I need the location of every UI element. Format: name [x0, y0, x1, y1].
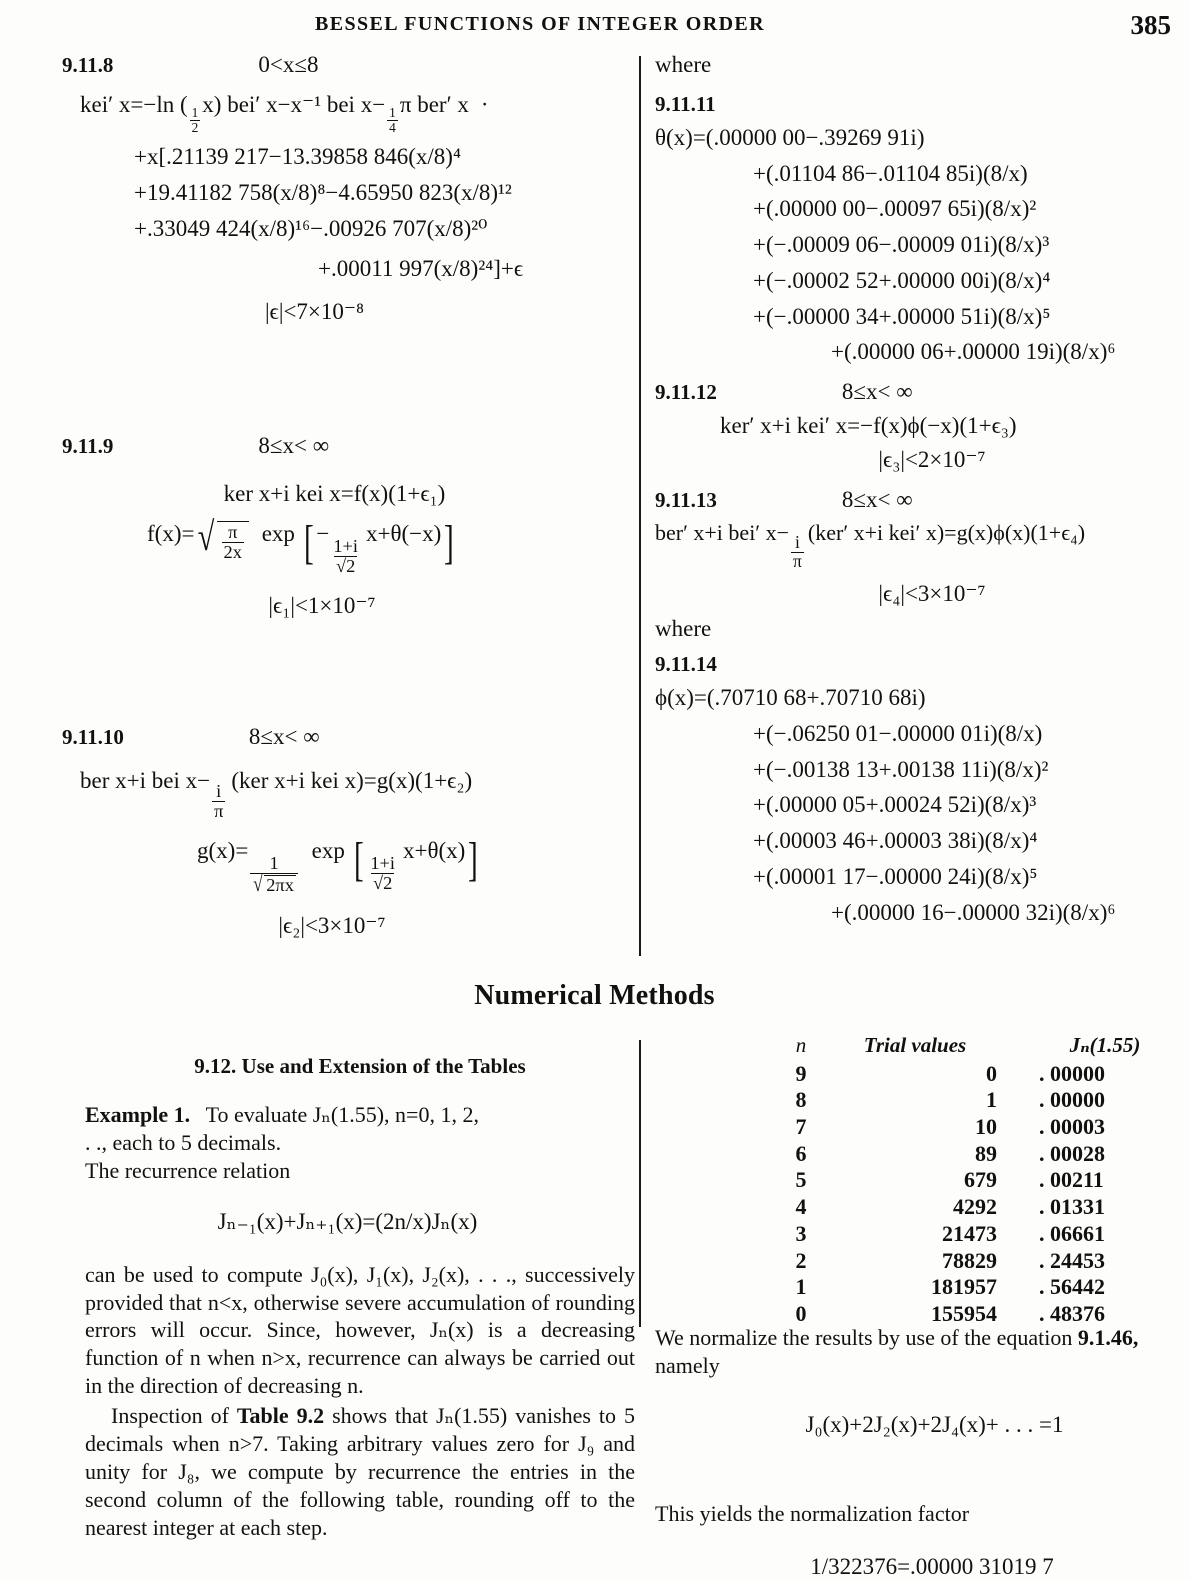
fraction-one-half: $\frac{1}{2}$: [191, 105, 199, 135]
left-column-top: [62, 52, 627, 938]
equation-number-9-11-8: 9.11.8: [62, 53, 114, 77]
cell-jn-value: . 01331: [1039, 1194, 1105, 1220]
cell-trial-value: 679: [964, 1167, 997, 1193]
equation-9-11-9-f: f(x)= √ $\frac{\pi}{2x}$ exp [ − $\frac{1+i}{√2}$ x+θ(−x)]: [147, 514, 455, 576]
cell-jn-value: . 00000: [1039, 1087, 1105, 1113]
cell-trial-value: 89: [975, 1140, 997, 1166]
section-title-numerical-methods: Numerical Methods: [474, 980, 715, 1011]
equation-9-11-8-line1: kei′ x=−ln ( $\frac{1}{2}$ x) bei′ x−x⁻¹ bei x− $\frac{1}{4}$ π ber′ x ·: [80, 92, 489, 135]
equation-number-9-11-10: 9.11.10: [62, 725, 124, 750]
equation-9-11-12-main: ker′ x+i kei′ x=−f(x)ϕ(−x)(1+ϵ₃): [720, 413, 1017, 438]
equation-9-11-11-line0: θ(x)=(.00000 00−.39269 91i): [655, 124, 925, 150]
formula-block-9-11-10: [62, 724, 627, 938]
eq-91113-b: (ker′ x+i kei′ x)=g(x)ϕ(x)(1+ϵ₄): [807, 519, 1086, 545]
column-header-jn: Jₙ(1.55): [1069, 1033, 1141, 1057]
column-header-n: n: [795, 1032, 807, 1057]
range-9-11-9: 8≤x< ∞: [258, 433, 330, 459]
bracket-close-9119: ]: [444, 516, 455, 569]
example-text: To evaluate Jₙ(1.55), n=0, 1, 2,: [205, 1102, 479, 1127]
range-9-11-10: 8≤x< ∞: [248, 724, 320, 750]
frac-den-pi-b: π: [793, 550, 802, 571]
radical-denominator: 2x: [223, 542, 242, 563]
recurrence-equation: Jₙ₋₁(x)+Jₙ₊₁(x)=(2n/x)Jₙ(x): [217, 1208, 478, 1234]
g-frac-num: 1: [269, 853, 279, 874]
bracket-tail-9119: x+θ(−x): [366, 520, 442, 546]
inspection-text-a: Inspection of: [111, 1403, 237, 1429]
subsection-heading-9-12: 9.12. Use and Extension of the Tables: [194, 1054, 526, 1078]
cell-jn-value: . 06661: [1039, 1220, 1105, 1246]
fraction-one-quarter: $\frac{1}{4}$: [389, 105, 396, 135]
right-column-bottom: [655, 1030, 1189, 1579]
frac-num-i-b: i: [795, 531, 800, 552]
equation-9-11-10-g: [197, 834, 627, 896]
inspection-text-b: shows that Jₙ(1.55) vanishes to 5 decimals when n>7. Taking arbitrary values zero for J₉ and unity for J₈, we compute by recurrence the entries in the second column of the following table, rounding off to the nearest integer at each step.: [85, 1403, 635, 1540]
where-label-2: where: [655, 616, 712, 642]
equation-number-9-11-11: 9.11.11: [655, 91, 716, 116]
range-9-11-8: 0<x≤8: [258, 52, 319, 77]
formula-block-9-11-14: [655, 652, 1189, 925]
fraction-i-pi-b: [791, 531, 804, 571]
column-divider-bottom: [639, 1040, 641, 1327]
fraction-pi-2x: [222, 523, 244, 562]
column-divider-top: [639, 56, 641, 956]
cell-n: 7: [795, 1113, 807, 1139]
equation-9-11-8-line3: +19.41182 758(x/8)⁸−4.65950 823(x/8)¹²: [134, 180, 512, 206]
where-label-1: where: [655, 52, 712, 77]
frac-den-9119: √2: [336, 555, 356, 576]
error-bound-9-11-10: |ϵ₂|<3×10⁻⁷: [278, 912, 386, 938]
cell-jn-value: . 00000: [1039, 1060, 1105, 1086]
cell-trial-value: 0: [986, 1060, 997, 1086]
cell-jn-value: . 24453: [1039, 1247, 1105, 1273]
table-reference: Table 9.2: [236, 1403, 325, 1429]
formula-block-9-11-9: [62, 433, 627, 619]
cell-n: 2: [795, 1247, 807, 1273]
g-radicand: 2πx: [266, 874, 294, 895]
bracket-open-9119: [: [303, 516, 314, 569]
range-9-11-13: 8≤x< ∞: [841, 486, 913, 512]
cell-n: 4: [795, 1194, 807, 1220]
frac-num-i: i: [216, 780, 222, 801]
column-header-trial-values: Trial values: [863, 1032, 967, 1057]
normalize-paragraph: [655, 1324, 1189, 1380]
equation-9-11-14-term-3: +(.00000 05+.00024 52i)(8/x)³: [753, 792, 1037, 818]
eq-9118-l1-b: x) bei′ x−x⁻¹ bei x−: [202, 92, 386, 117]
equation-9-11-10-main: [80, 768, 627, 820]
cell-jn-value: . 56442: [1039, 1274, 1105, 1300]
radical-numerator: π: [228, 522, 238, 543]
normalization-equation: J₀(x)+2J₂(x)+2J₄(x)+ . . . =1: [805, 1411, 1064, 1437]
recurrence-intro: The recurrence relation: [85, 1157, 291, 1183]
frac-den-91110: √2: [373, 873, 393, 894]
equation-number-9-11-14: 9.11.14: [655, 652, 717, 677]
cell-jn-value: . 48376: [1039, 1301, 1105, 1327]
exp-label-9119: exp: [261, 520, 295, 546]
page-number: 385: [1130, 10, 1171, 40]
eq-91110-a: ber x+i bei x−: [80, 768, 211, 794]
equation-9-11-14-line0: ϕ(x)=(.70710 68+.70710 68i): [655, 685, 926, 711]
right-column-top: [655, 52, 1189, 925]
equation-9-11-14-term-1: +(−.06250 01−.00000 01i)(8/x): [753, 720, 1043, 746]
eq-91113-a: ber′ x+i bei′ x−: [655, 519, 790, 545]
eq-9118-l1-a: kei′ x=−ln (: [80, 92, 188, 117]
equation-9-11-14-term-4: +(.00003 46+.00003 38i)(8/x)⁴: [753, 828, 1038, 854]
exp-label-91110: exp: [311, 838, 345, 864]
cell-n: 1: [795, 1274, 807, 1300]
fraction-1plusi-sqrt2: [331, 537, 360, 576]
equation-reference-9-1-46: 9.1.46,: [1077, 1325, 1139, 1350]
paragraph-table-inspection: [85, 1402, 635, 1542]
normalize-text-a: We normalize the results by use of the equation: [655, 1325, 1078, 1350]
formula-block-9-11-11: [655, 92, 1189, 365]
bracket-close-91110: ]: [468, 834, 479, 887]
equation-9-11-8-line4: +.33049 424(x/8)¹⁶−.00926 707(x/8)²⁰: [134, 215, 488, 241]
fraction-1-over-sqrt2pix: [250, 854, 298, 894]
equation-9-11-8-line5: +.00011 997(x/8)²⁴]+ϵ: [318, 255, 524, 281]
cell-jn-value: . 00211: [1039, 1167, 1104, 1193]
example-1-paragraph: [85, 1101, 635, 1129]
cell-n: 0: [795, 1301, 807, 1327]
equation-9-11-9-main: ker x+i kei x=f(x)(1+ϵ₁): [223, 481, 446, 507]
normalize-text-b: namely: [655, 1352, 720, 1378]
equation-9-11-11-term-3: +(−.00009 06−.00009 01i)(8/x)³: [753, 232, 1050, 257]
equation-9-11-11-term-1: +(.01104 86−.01104 85i)(8/x): [753, 160, 1028, 186]
cell-n: 6: [795, 1140, 807, 1166]
bracket-tail-91110: x+θ(x): [403, 838, 466, 864]
fraction-1plusi-sqrt2-b: [368, 854, 397, 893]
radical-2pix: √ 2πx: [253, 871, 294, 896]
frac-num-9119: 1+i: [333, 535, 359, 556]
equation-number-9-11-12: 9.11.12: [655, 380, 717, 404]
error-bound-9-11-8: |ϵ|<7×10⁻⁸: [264, 299, 365, 325]
cell-trial-value: 21473: [942, 1220, 997, 1246]
yields-text: This yields the normalization factor: [655, 1500, 970, 1526]
formula-block-9-11-13: [655, 487, 1189, 607]
cell-n: 3: [795, 1220, 807, 1246]
bracket-open-91110: [: [353, 834, 364, 887]
range-9-11-12: 8≤x< ∞: [841, 379, 913, 404]
equation-9-11-8-line2: +x[.21139 217−13.39858 846(x/8)⁴: [134, 144, 461, 170]
fraction-i-pi: [212, 782, 225, 821]
equation-9-11-14-term-5: +(.00001 17−.00000 24i)(8/x)⁵: [753, 863, 1038, 889]
equation-9-11-14-term-6: +(.00000 16−.00000 32i)(8/x)⁶: [831, 899, 1116, 925]
formula-block-9-11-8: [62, 52, 627, 325]
cell-n: 8: [795, 1087, 807, 1113]
running-head: [0, 10, 1189, 44]
example-1-continued: . ., each to 5 decimals.: [85, 1129, 282, 1155]
cell-trial-value: 155954: [931, 1301, 997, 1327]
error-bound-9-11-9: |ϵ₁|<1×10⁻⁷: [268, 593, 376, 619]
radical-pi-over-2x: √ $\frac{\pi}{2x}$: [195, 521, 248, 562]
equation-number-9-11-13: 9.11.13: [655, 487, 717, 512]
equation-9-11-11-term-6: +(.00000 06+.00000 19i)(8/x)⁶: [831, 339, 1116, 365]
cell-jn-value: . 00003: [1039, 1113, 1105, 1139]
frac-num-91110: 1+i: [370, 853, 396, 874]
cell-trial-value: 10: [975, 1113, 997, 1139]
cell-trial-value: 1: [986, 1087, 997, 1113]
cell-trial-value: 4292: [953, 1194, 997, 1220]
cell-n: 9: [795, 1060, 807, 1086]
example-label: Example 1.: [85, 1102, 191, 1127]
equation-9-11-11-term-2: +(.00000 00−.00097 65i)(8/x)²: [753, 196, 1037, 222]
equation-9-11-11-term-4: +(−.00002 52+.00000 00i)(8/x)⁴: [753, 267, 1051, 293]
eq-9118-l1-c: π ber′ x: [399, 92, 469, 117]
equation-number-9-11-9: 9.11.9: [62, 434, 114, 459]
cell-jn-value: . 00028: [1039, 1140, 1105, 1166]
error-bound-9-11-13: |ϵ₄|<3×10⁻⁷: [878, 580, 986, 606]
left-column-bottom: [85, 1030, 635, 1542]
formula-block-9-11-12: [655, 379, 1189, 473]
error-bound-9-11-12: |ϵ₃|<2×10⁻⁷: [878, 446, 986, 472]
frac-den-pi: π: [214, 800, 224, 821]
cell-trial-value: 181957: [931, 1274, 997, 1300]
eq-9119-f-lhs: f(x)=: [147, 520, 195, 546]
equation-9-11-11-term-5: +(−.00000 34+.00000 51i)(8/x)⁵: [753, 303, 1051, 329]
cell-trial-value: 78829: [942, 1247, 997, 1273]
paragraph-recurrence-usage: can be used to compute J₀(x), J₁(x), J₂(x), . . ., successively provided that n<x, otherwise severe accumulation of rounding errors will occur. Since, however, Jₙ(x) is a decreasing function of n when n>x, recurrence can always be carried out in the direction of decreasing n.: [85, 1261, 635, 1399]
eq-91110-g-lhs: g(x)=: [197, 838, 249, 864]
normalization-factor-equation: 1/322376=.00000 31019 7: [810, 1553, 1054, 1579]
eq-91110-b: (ker x+i kei x)=g(x)(1+ϵ₂): [231, 768, 473, 794]
cell-n: 5: [795, 1167, 807, 1193]
running-head-title: BESSEL FUNCTIONS OF INTEGER ORDER: [315, 13, 765, 35]
equation-9-11-13-main: [655, 521, 1189, 571]
equation-9-11-14-term-2: +(−.00138 13+.00138 11i)(8/x)²: [753, 756, 1049, 782]
